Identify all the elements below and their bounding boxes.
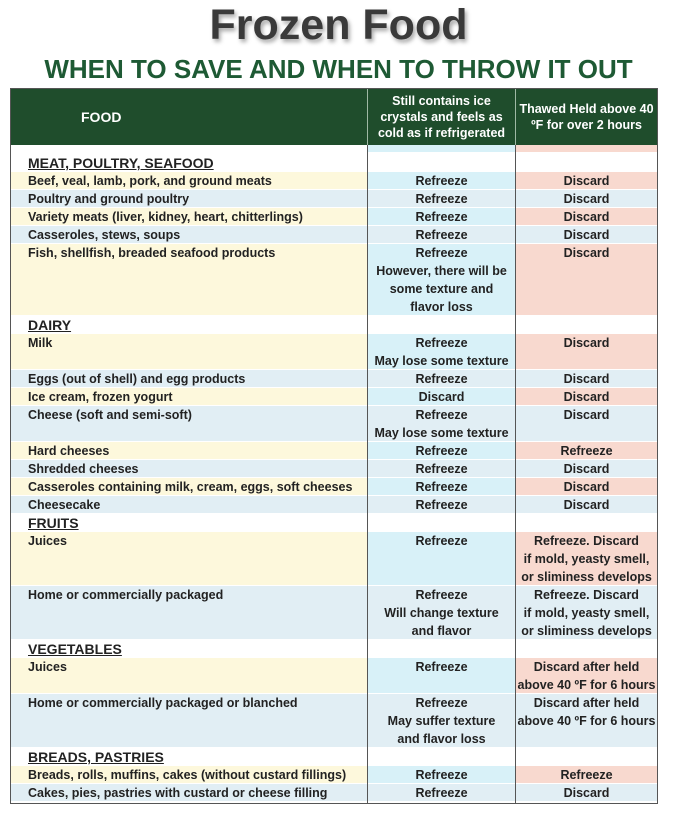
section-spacer [368, 748, 515, 766]
ice-crystals-cell: Refreeze [368, 442, 515, 460]
column-divider [367, 145, 368, 803]
table-row [11, 172, 657, 190]
ice-crystals-cell: Refreeze May lose some texture [368, 406, 515, 442]
table-row [11, 478, 657, 496]
table-header [11, 89, 657, 145]
food-cell: Variety meats (liver, kidney, heart, chitterlings) [11, 208, 367, 226]
food-cell: Juices [11, 532, 367, 586]
table-row [11, 460, 657, 478]
section-spacer [368, 640, 515, 658]
thawed-cell: Discard [516, 334, 657, 370]
food-cell: Breads, rolls, muffins, cakes (without custard fillings) [11, 766, 367, 784]
table-row [11, 694, 657, 748]
section-heading: DAIRY [11, 316, 367, 334]
section-spacer [516, 514, 657, 532]
ice-crystals-cell: Refreeze [368, 190, 515, 208]
table-row [11, 586, 657, 640]
column-divider [515, 145, 516, 803]
section-spacer [516, 316, 657, 334]
ice-crystals-cell: Refreeze However, there will be some texture and flavor loss [368, 244, 515, 316]
thawed-cell: Discard [516, 172, 657, 190]
table-row [11, 406, 657, 442]
thawed-cell: Discard [516, 370, 657, 388]
thawed-cell: Discard [516, 478, 657, 496]
food-cell: Poultry and ground poultry [11, 190, 367, 208]
table-row [11, 658, 657, 694]
food-cell: Milk [11, 334, 367, 370]
table-row [11, 442, 657, 460]
food-cell: Casseroles containing milk, cream, eggs, soft cheeses [11, 478, 367, 496]
table-row [11, 388, 657, 406]
table-row [11, 532, 657, 586]
table-row [11, 226, 657, 244]
food-cell: Home or commercially packaged [11, 586, 367, 640]
section-spacer [368, 154, 515, 172]
food-cell: Juices [11, 658, 367, 694]
ice-crystals-cell: Refreeze [368, 370, 515, 388]
ice-crystals-cell: Refreeze [368, 460, 515, 478]
ice-crystals-cell: Refreeze [368, 478, 515, 496]
food-cell: Eggs (out of shell) and egg products [11, 370, 367, 388]
thawed-cell: Discard [516, 208, 657, 226]
ice-crystals-cell: Refreeze [368, 172, 515, 190]
food-safety-table [10, 88, 658, 804]
ice-crystals-cell: Refreeze [368, 766, 515, 784]
header-food: FOOD [81, 109, 122, 125]
thawed-cell: Discard [516, 784, 657, 802]
table-row [11, 208, 657, 226]
ice-crystals-cell: Refreeze [368, 226, 515, 244]
food-cell: Shredded cheeses [11, 460, 367, 478]
food-cell: Cheese (soft and semi-soft) [11, 406, 367, 442]
table-row [11, 784, 657, 802]
table-row [11, 496, 657, 514]
food-cell: Beef, veal, lamb, pork, and ground meats [11, 172, 367, 190]
ice-crystals-cell: Refreeze [368, 532, 515, 586]
thawed-cell: Refreeze [516, 766, 657, 784]
section-spacer [368, 316, 515, 334]
page-title: Frozen Food [209, 1, 468, 49]
ice-crystals-cell: Refreeze [368, 496, 515, 514]
thawed-cell: Discard [516, 190, 657, 208]
page-subtitle: WHEN TO SAVE AND WHEN TO THROW IT OUT [44, 54, 633, 84]
table-row [11, 334, 657, 370]
section-heading: BREADS, PASTRIES [11, 748, 367, 766]
food-cell: Casseroles, stews, soups [11, 226, 367, 244]
header-ice-crystals: Still contains ice crystals and feels as cold as if refrigerated [377, 94, 506, 140]
thawed-cell: Discard [516, 460, 657, 478]
ice-crystals-cell: Refreeze [368, 784, 515, 802]
section-spacer [516, 640, 657, 658]
table-row [11, 370, 657, 388]
thawed-cell: Refreeze. Discard if mold, yeasty smell, or sliminess develops [516, 532, 657, 586]
section-heading: FRUITS [11, 514, 367, 532]
thawed-cell: Discard [516, 496, 657, 514]
food-cell: Fish, shellfish, breaded seafood products [11, 244, 367, 316]
ice-crystals-cell: Refreeze May lose some texture [368, 334, 515, 370]
table-row [11, 244, 657, 316]
thawed-cell: Refreeze. Discard if mold, yeasty smell, or sliminess develops [516, 586, 657, 640]
ice-crystals-cell: Refreeze [368, 658, 515, 694]
table-row [11, 766, 657, 784]
section-heading: VEGETABLES [11, 640, 367, 658]
thawed-cell: Discard [516, 406, 657, 442]
food-cell: Cakes, pies, pastries with custard or cheese filling [11, 784, 367, 802]
ice-crystals-cell: Refreeze [368, 208, 515, 226]
food-cell: Hard cheeses [11, 442, 367, 460]
ice-crystals-cell: Refreeze Will change texture and flavor [368, 586, 515, 640]
section-spacer [516, 748, 657, 766]
ice-crystals-cell: Refreeze May suffer texture and flavor loss [368, 694, 515, 748]
section-heading: MEAT, POULTRY, SEAFOOD [11, 154, 367, 172]
thawed-cell: Discard [516, 388, 657, 406]
section-spacer [516, 154, 657, 172]
header-thawed: Thawed Held above 40 ºF for over 2 hours [519, 102, 654, 132]
section-spacer [368, 514, 515, 532]
thawed-cell: Discard [516, 244, 657, 316]
thawed-cell: Refreeze [516, 442, 657, 460]
table-row [11, 190, 657, 208]
food-cell: Cheesecake [11, 496, 367, 514]
thawed-cell: Discard [516, 226, 657, 244]
row-divider [11, 801, 657, 802]
ice-crystals-cell: Discard [368, 388, 515, 406]
food-cell: Home or commercially packaged or blanched [11, 694, 367, 748]
thawed-cell: Discard after held above 40 ºF for 6 hours [516, 694, 657, 748]
food-cell: Ice cream, frozen yogurt [11, 388, 367, 406]
thawed-cell: Discard after held above 40 ºF for 6 hours [517, 660, 656, 692]
